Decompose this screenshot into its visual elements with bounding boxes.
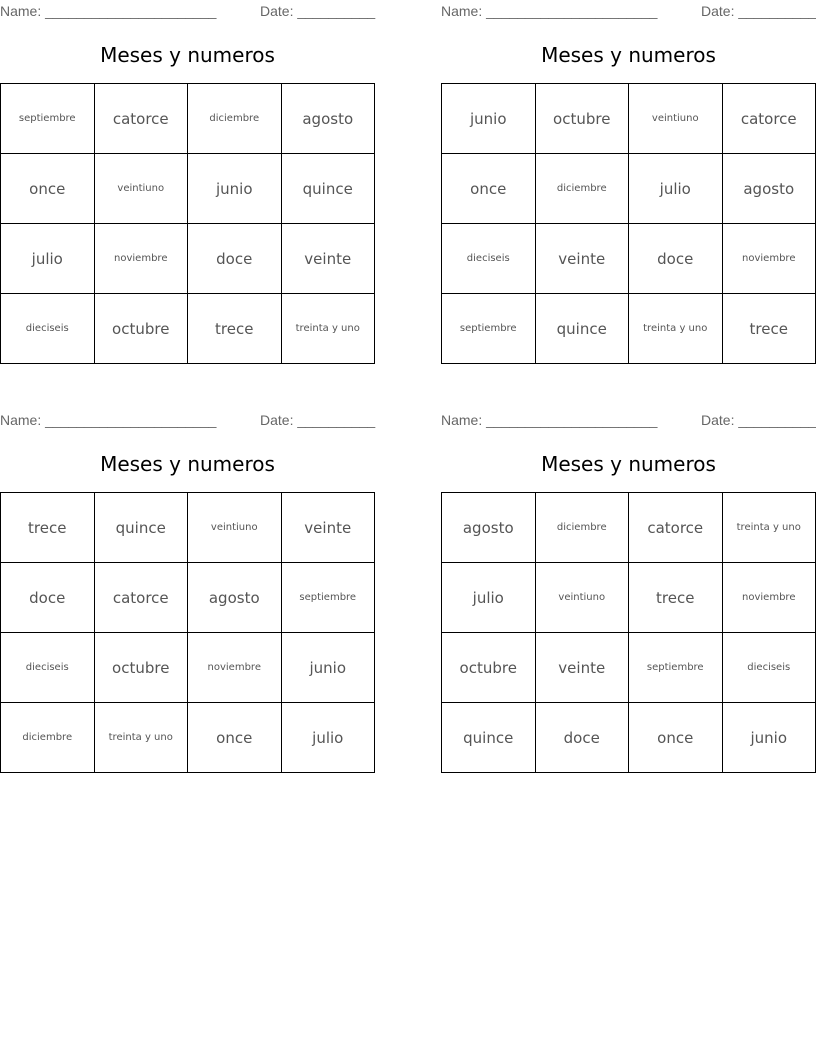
bingo-cell: agosto (282, 84, 376, 154)
bingo-cell: septiembre (629, 633, 723, 703)
bingo-cell: junio (188, 154, 282, 224)
bingo-cell: julio (629, 154, 723, 224)
bingo-cell: veintiuno (536, 563, 630, 633)
bingo-cell: once (629, 703, 723, 773)
bingo-cell: once (1, 154, 95, 224)
bingo-cell: doce (1, 563, 95, 633)
bingo-card-3 (0, 409, 375, 773)
date-field: Date: __________ (260, 412, 376, 428)
bingo-cell: veintiuno (188, 493, 282, 563)
name-field: Name: ______________________ (0, 412, 217, 428)
bingo-cell: octubre (95, 633, 189, 703)
bingo-cell: diciembre (1, 703, 95, 773)
bingo-cell: dieciseis (442, 224, 536, 294)
bingo-cell: julio (442, 563, 536, 633)
date-field: Date: __________ (260, 3, 376, 19)
date-field: Date: __________ (701, 412, 816, 428)
bingo-cell: diciembre (188, 84, 282, 154)
bingo-cell: agosto (188, 563, 282, 633)
bingo-cell: trece (723, 294, 816, 364)
bingo-cell: junio (282, 633, 376, 703)
bingo-cell: noviembre (723, 224, 816, 294)
bingo-cell: septiembre (442, 294, 536, 364)
name-field: Name: ______________________ (441, 412, 658, 428)
bingo-cell: veintiuno (95, 154, 189, 224)
bingo-cell: junio (723, 703, 816, 773)
bingo-cell: treinta y uno (723, 493, 816, 563)
bingo-cell: doce (536, 703, 630, 773)
bingo-cell: octubre (95, 294, 189, 364)
bingo-cell: doce (188, 224, 282, 294)
bingo-cell: agosto (442, 493, 536, 563)
name-field: Name: ______________________ (0, 3, 217, 19)
bingo-cell: catorce (723, 84, 816, 154)
bingo-cell: trece (629, 563, 723, 633)
bingo-card-4 (441, 409, 816, 773)
bingo-cell: julio (282, 703, 376, 773)
bingo-cell: veinte (282, 224, 376, 294)
bingo-cell: treinta y uno (95, 703, 189, 773)
bingo-cell: veintiuno (629, 84, 723, 154)
bingo-cell: veinte (536, 633, 630, 703)
bingo-card-1 (0, 0, 375, 364)
bingo-cell: treinta y uno (282, 294, 376, 364)
bingo-grid (441, 83, 816, 364)
bingo-cell: julio (1, 224, 95, 294)
bingo-grid (0, 83, 375, 364)
bingo-cell: quince (95, 493, 189, 563)
bingo-cell: noviembre (95, 224, 189, 294)
bingo-cell: diciembre (536, 493, 630, 563)
bingo-card-2 (441, 0, 816, 364)
bingo-cell: noviembre (723, 563, 816, 633)
bingo-cell: catorce (629, 493, 723, 563)
bingo-cell: quince (442, 703, 536, 773)
name-field: Name: ______________________ (441, 3, 658, 19)
card-title: Meses y numeros (100, 452, 275, 476)
bingo-cell: treinta y uno (629, 294, 723, 364)
bingo-grid (441, 492, 816, 773)
bingo-grid (0, 492, 375, 773)
bingo-cell: once (442, 154, 536, 224)
card-title: Meses y numeros (541, 43, 716, 67)
bingo-cell: octubre (442, 633, 536, 703)
date-field: Date: __________ (701, 3, 816, 19)
bingo-cell: dieciseis (723, 633, 816, 703)
bingo-cell: trece (1, 493, 95, 563)
bingo-cell: noviembre (188, 633, 282, 703)
bingo-cell: dieciseis (1, 633, 95, 703)
card-title: Meses y numeros (100, 43, 275, 67)
bingo-cell: catorce (95, 84, 189, 154)
bingo-cell: quince (536, 294, 630, 364)
bingo-cell: diciembre (536, 154, 630, 224)
bingo-cell: quince (282, 154, 376, 224)
bingo-cell: septiembre (1, 84, 95, 154)
bingo-cell: doce (629, 224, 723, 294)
card-title: Meses y numeros (541, 452, 716, 476)
bingo-cell: trece (188, 294, 282, 364)
bingo-cell: junio (442, 84, 536, 154)
bingo-cell: catorce (95, 563, 189, 633)
bingo-cell: veinte (536, 224, 630, 294)
bingo-cell: veinte (282, 493, 376, 563)
bingo-cell: septiembre (282, 563, 376, 633)
bingo-cell: dieciseis (1, 294, 95, 364)
bingo-cell: agosto (723, 154, 816, 224)
bingo-cell: once (188, 703, 282, 773)
bingo-cell: octubre (536, 84, 630, 154)
